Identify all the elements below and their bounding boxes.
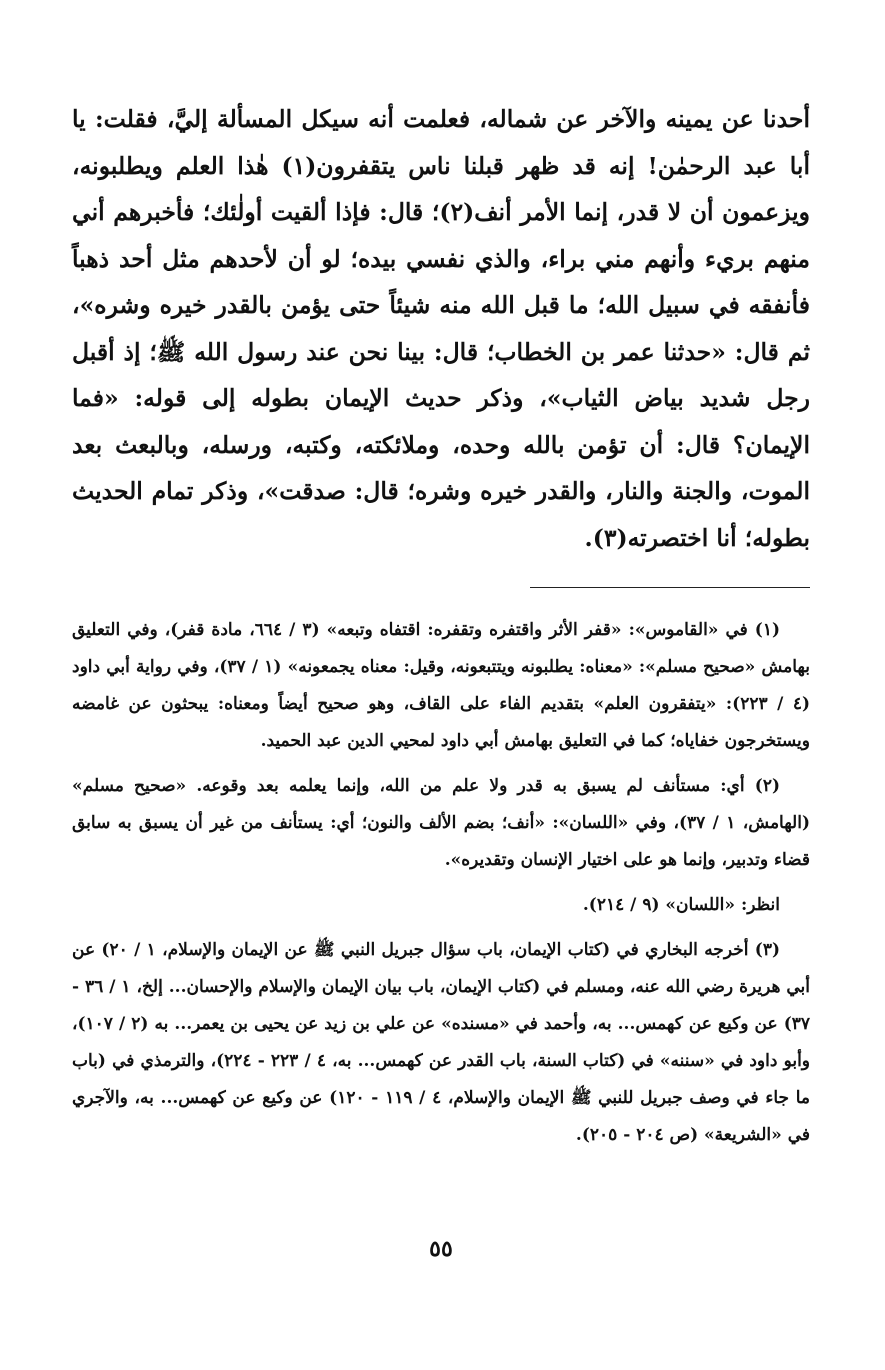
footnote-3: (٣) أخرجه البخاري في (كتاب الإيمان، باب سؤال جبريل النبي ﷺ عن الإيمان والإسلام، ١ / ٢٠) عن أبي هريرة رضي الله عنه، ومسلم في (كتاب الإيمان، باب بيان الإيمان والإسلام والإحسان... إلخ، ١ / ٣٦ - ٣٧) عن وكيع عن كهمس... به، وأحمد في «مسنده» عن علي بن زيد عن يحيى بن يعمر... به (٢ / ١٠٧)، وأبو داود في «سننه» في (كتاب السنة، باب القدر عن كهمس... به، ٤ / ٢٢٣ - ٢٢٤)، والترمذي في (باب ما جاء في وصف جبريل للنبي ﷺ الإيمان والإسلام، ٤ / ١١٩ - ١٢٠) عن وكيع عن كهمس... به، والآجري في «الشريعة» (ص ٢٠٤ - ٢٠٥). [72,940,811,1145]
footnote-2-reference: انظر: «اللسان» (٩ / ٢١٤). [582,895,780,915]
footnote-2: (٢) أي: مستأنف لم يسبق به قدر ولا علم من الله، وإنما يعلمه بعد وقوعه. «صحيح مسلم» (الهامش، ١ / ٣٧)، وفي «اللسان»: «أنف؛ بضم الألف والنون؛ أي: يستأنف من غير أن يسبق به سابق قضاء وتدبير، وإنما هو على اختيار الإنسان وتقديره». [72,776,811,870]
footnotes-section [72,612,810,1154]
page-number: ٥٥ [429,1236,453,1262]
footnote-separator [530,587,810,588]
main-paragraph: أحدنا عن يمينه والآخر عن شماله، فعلمت أنه سيكل المسألة إليَّ، فقلت: يا أبا عبد الرحمٰن! إنه قد ظهر قبلنا ناس يتقفرون(١) هٰذا العلم ويطلبونه، ويزعمون أن لا قدر، إنما الأمر أنف(٢)؛ قال: فإذا ألقيت أولٰئك؛ فأخبرهم أني منهم بريء وأنهم مني براء، والذي نفسي بيده؛ لو أن لأحدهم مثل أحد ذهباً فأنفقه في سبيل الله؛ ما قبل الله منه شيئاً حتى يؤمن بالقدر خيره وشره»، ثم قال: «حدثنا عمر بن الخطاب؛ قال: بينا نحن عند رسول الله ﷺ؛ إذ أقبل رجل شديد بياض الثياب»، وذكر حديث الإيمان بطوله إلى قوله: «فما الإيمان؟ قال: أن تؤمن بالله وحده، وملائكته، وكتبه، ورسله، وبالبعث بعد الموت، والجنة والنار، والقدر خيره وشره؛ قال: صدقت»، وذكر تمام الحديث بطوله؛ أنا اختصرته(٣). [72,105,810,552]
footnote-1: (١) في «القاموس»: «قفر الأثر واقتفره وتقفره: اقتفاه وتبعه» (٣ / ٦٦٤، مادة قفر)، وفي التعليق بهامش «صحيح مسلم»: «معناه: يطلبونه ويتتبعونه، وقيل: معناه يجمعونه» (١ / ٣٧)، وفي رواية أبي داود (٤ / ٢٢٣): «يتفقرون العلم» بتقديم الفاء على القاف، وهو صحيح أيضاً ومعناه: يبحثون عن غامضه ويستخرجون خفاياه؛ كما في التعليق بهامش أبي داود لمحيي الدين عبد الحميد. [72,620,811,751]
book-page [72,96,810,1356]
